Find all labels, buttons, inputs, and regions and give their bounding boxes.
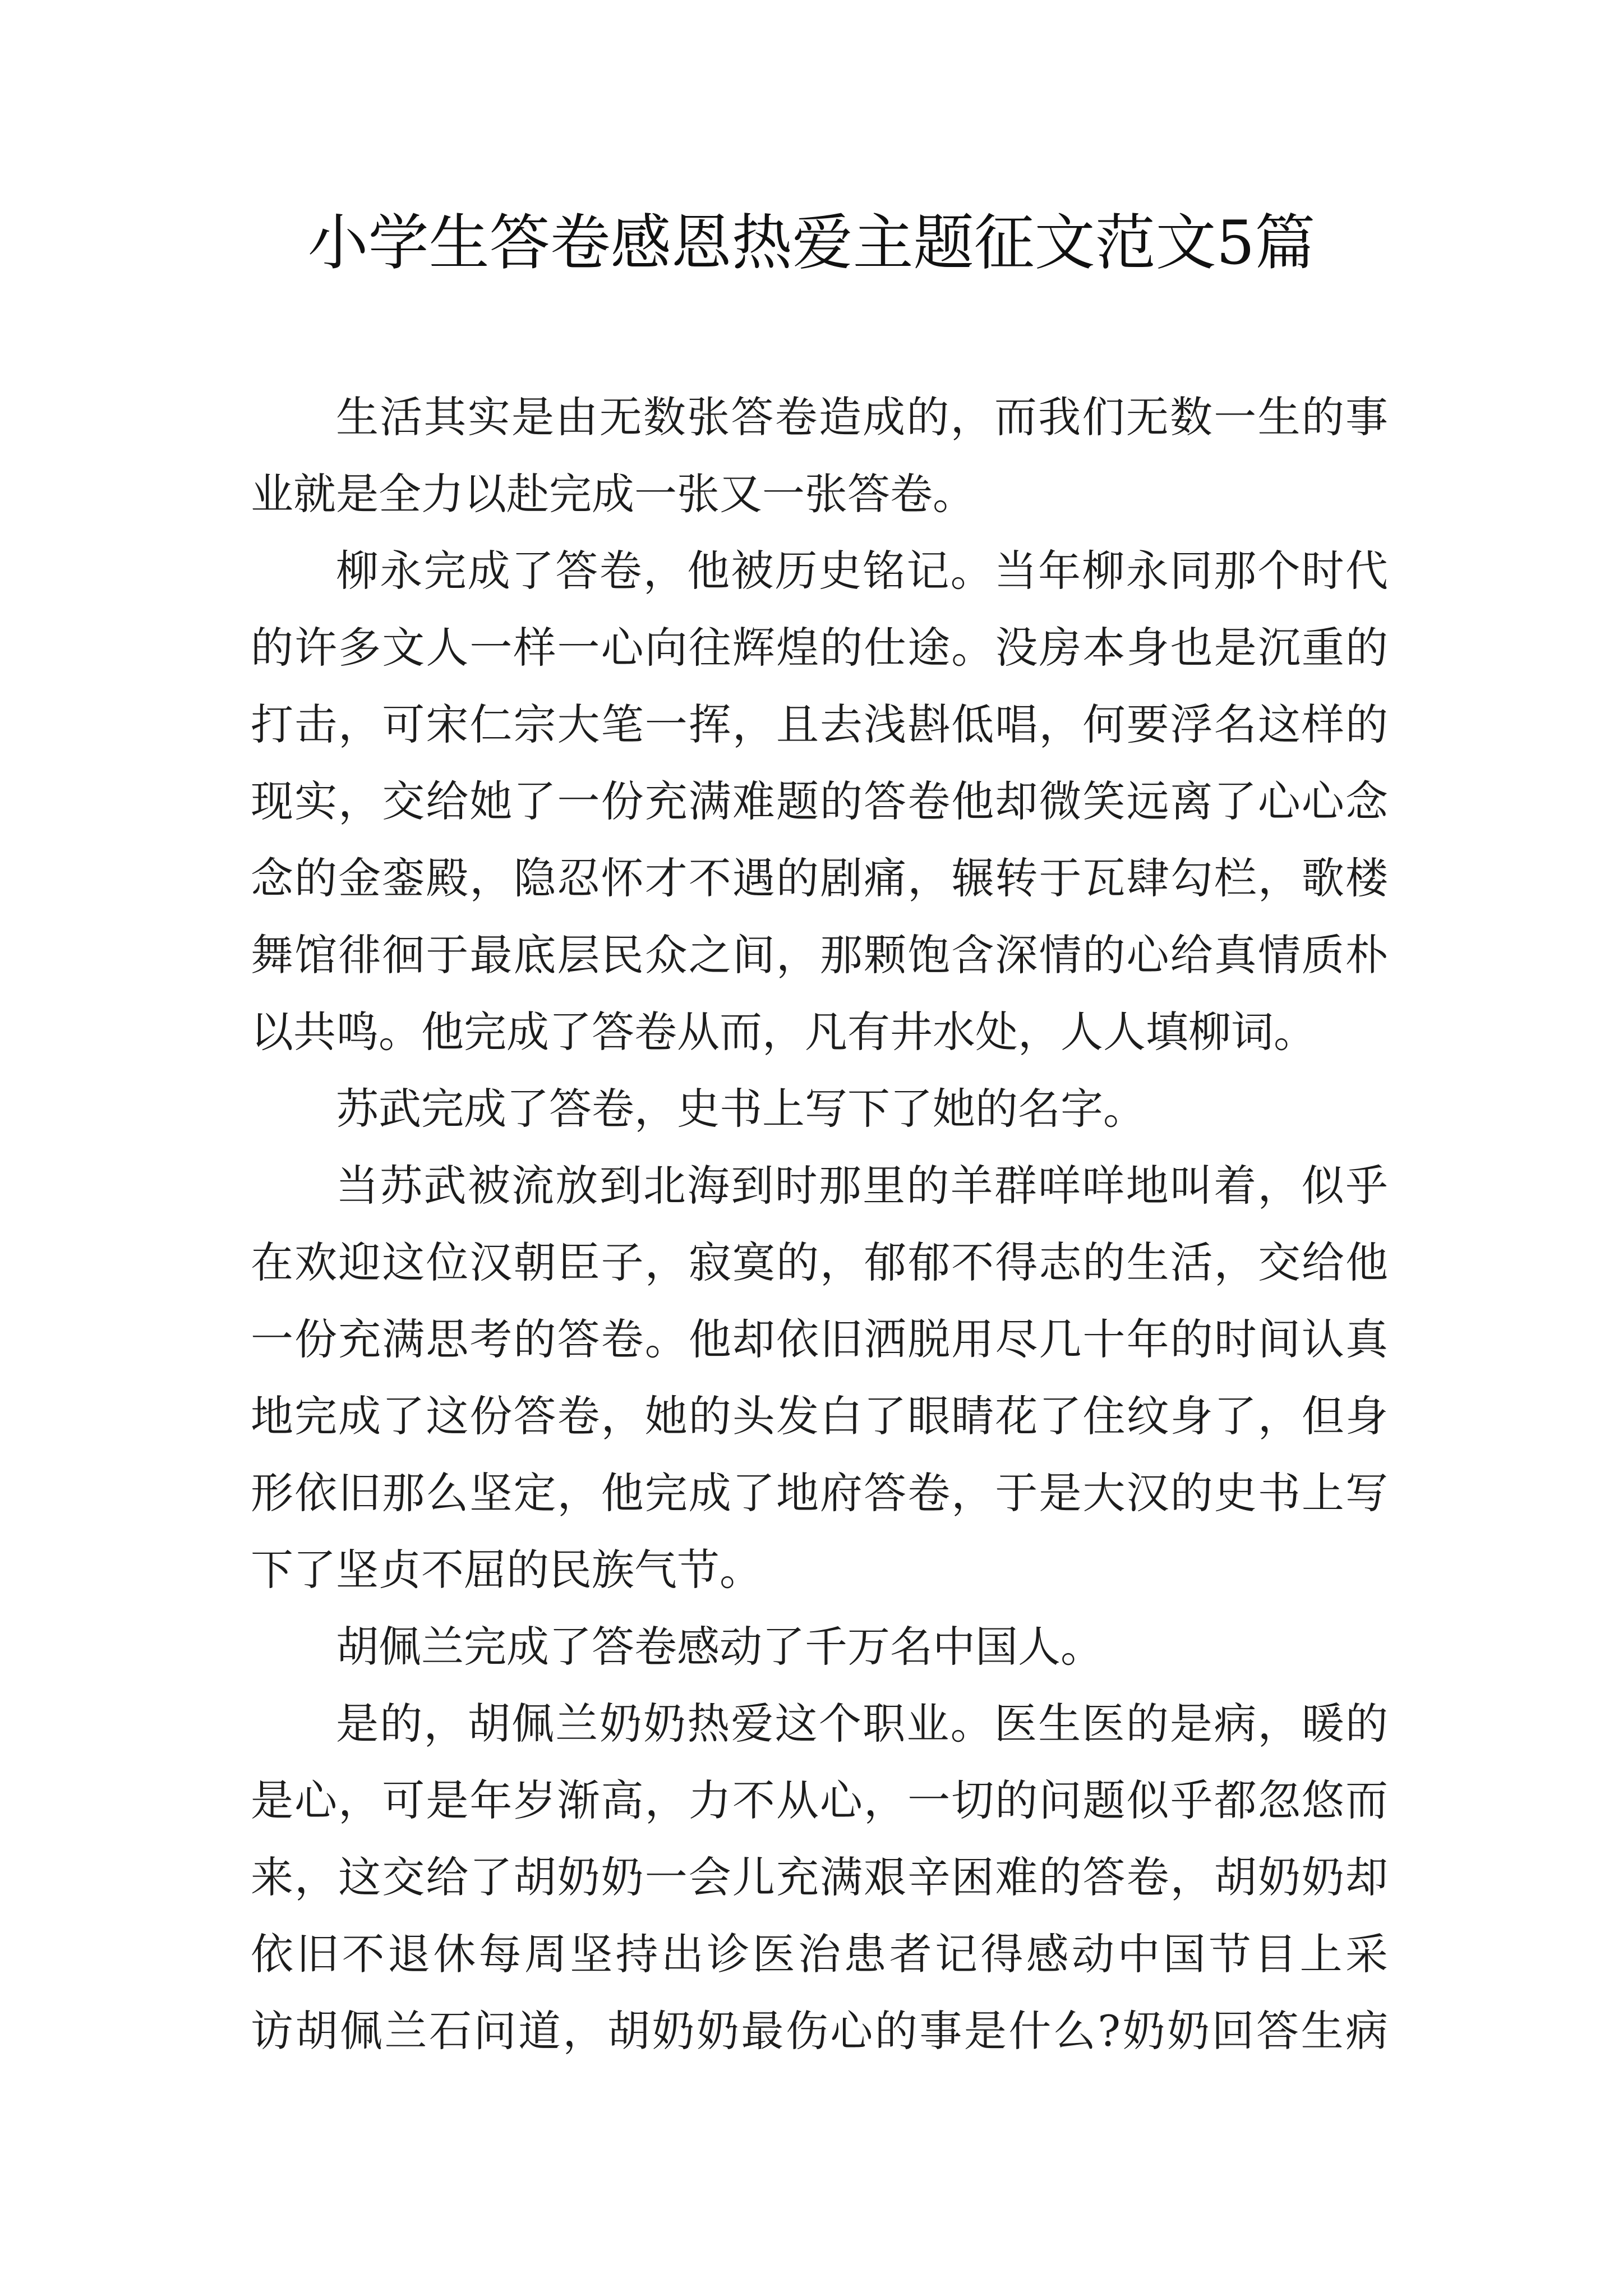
text-line: 在欢迎这位汉朝臣子，寂寞的，郁郁不得志的生活，交给他 (251, 1237, 1388, 1287)
text-line: 柳永完成了答卷，他被历史铭记。当年柳永同那个时代 (336, 546, 1388, 596)
text-line: 一份充满思考的答卷。他却依旧洒脱用尽几十年的时间认真 (251, 1314, 1388, 1364)
text-line: 业就是全力以赴完成一张又一张答卷。 (251, 469, 975, 519)
text-line: 是的，胡佩兰奶奶热爱这个职业。医生医的是病，暖的 (336, 1699, 1388, 1749)
paragraph (251, 1147, 1388, 1608)
text-line: 地完成了这份答卷，她的头发白了眼睛花了住纹身了，但身 (251, 1391, 1388, 1441)
text-line: 当苏武被流放到北海到时那里的羊群咩咩地叫着，似乎 (336, 1161, 1388, 1211)
text-line: 打击，可宋仁宗大笔一挥，且去浅斟低唱，何要浮名这样的 (251, 700, 1388, 749)
text-line: 的许多文人一样一心向往辉煌的仕途。没房本身也是沉重的 (251, 623, 1388, 673)
document-title: 小学生答卷感恩热爱主题征文范文5篇 (307, 208, 1316, 278)
text-line: 念的金銮殿，隐忍怀才不遇的剧痛，辗转于瓦肆勾栏，歌楼 (251, 853, 1388, 903)
text-line: 生活其实是由无数张答卷造成的，而我们无数一生的事 (336, 392, 1388, 442)
text-line: 下了坚贞不屈的民族气节。 (251, 1545, 762, 1595)
paragraph (251, 1685, 1388, 2069)
text-line: 苏武完成了答卷，史书上写下了她的名字。 (336, 1084, 1146, 1134)
text-line: 现实，交给她了一份充满难题的答卷他却微笑远离了心心念 (251, 776, 1388, 826)
text-line: 舞馆徘徊于最底层民众之间，那颗饱含深情的心给真情质朴 (251, 930, 1388, 980)
paragraph (251, 379, 1388, 532)
text-line: 形依旧那么坚定，他完成了地府答卷，于是大汉的史书上写 (251, 1468, 1388, 1518)
paragraph (251, 1608, 1388, 1685)
text-line: 是心，可是年岁渐高，力不从心，一切的问题似乎都忽悠而 (251, 1775, 1388, 1825)
text-line: 以共鸣。他完成了答卷从而，凡有井水处，人人填柳词。 (251, 1007, 1316, 1057)
text-line: 访胡佩兰石问道，胡奶奶最伤心的事是什么?奶奶回答生病 (251, 2006, 1388, 2056)
document-body (251, 379, 1388, 2069)
paragraph (251, 1070, 1388, 1147)
paragraph (251, 532, 1388, 1070)
text-line: 依旧不退休每周坚持出诊医治患者记得感动中国节目上采 (251, 1929, 1388, 1979)
text-line: 来，这交给了胡奶奶一会儿充满艰辛困难的答卷，胡奶奶却 (251, 1852, 1388, 1902)
text-line: 胡佩兰完成了答卷感动了千万名中国人。 (336, 1622, 1103, 1672)
